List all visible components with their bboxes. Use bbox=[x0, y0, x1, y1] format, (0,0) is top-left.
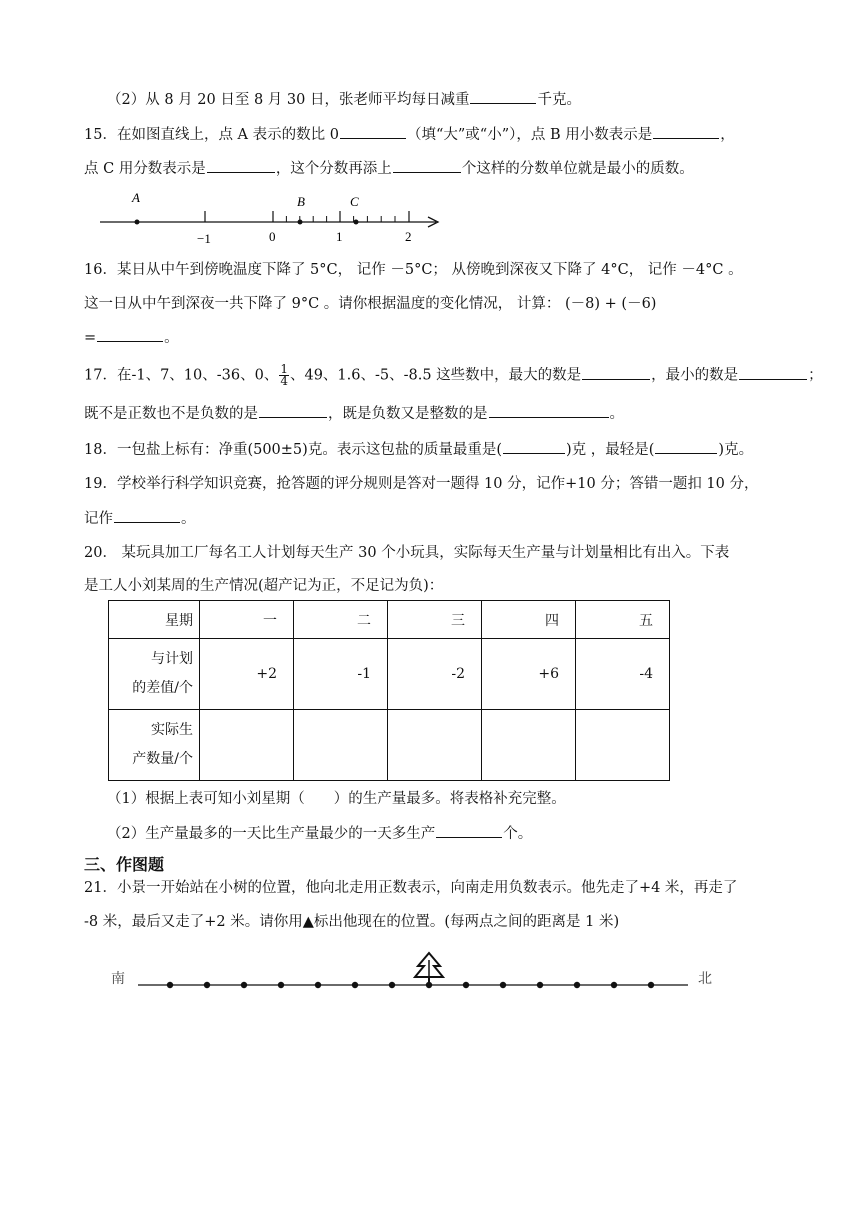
q16-line2: 这一日从中午到深夜一共下降了 9°C 。请你根据温度的变化情况， 计算： (－8) + (－6) bbox=[84, 296, 657, 312]
q20-sub1: （1）根据上表可知小刘星期（ ）的生产量最多。将表格补充完整。 bbox=[107, 791, 566, 807]
q15-line1: 15．在如图直线上，点 A 表示的数比 0 （填“大”或“小”），点 B 用小数表示是 ， bbox=[84, 124, 735, 145]
table-row-diff bbox=[109, 639, 670, 710]
table-cell-label: 星期 bbox=[109, 601, 200, 639]
table-cell-diff: -2 bbox=[388, 639, 482, 710]
answer-blank[interactable] bbox=[207, 158, 275, 173]
q17-line2: 既不是正数也不是负数的是 ，既是负数又是整数的是 。 bbox=[84, 403, 624, 424]
section-heading: 三、作图题 bbox=[84, 855, 165, 874]
answer-blank[interactable] bbox=[470, 89, 536, 104]
direction-line bbox=[111, 953, 712, 988]
answer-blank[interactable] bbox=[393, 158, 461, 173]
table-cell-day: 四 bbox=[482, 601, 576, 639]
point-label-c: C bbox=[350, 194, 359, 209]
table-cell-actual-blank[interactable] bbox=[388, 710, 482, 781]
q19-line2: 记作 。 bbox=[84, 508, 196, 529]
q17-line1: 17．在-1、7、10、-36、0、 $\frac{1}{4}$ 、49、1.6、-5、-8.5 这些数中，最大的数是 ，最小的数是 ； bbox=[84, 362, 823, 388]
point-a bbox=[135, 220, 140, 225]
minor-ticks bbox=[286, 216, 395, 222]
answer-blank[interactable] bbox=[97, 327, 163, 342]
number-line-arrow bbox=[428, 217, 438, 227]
q14-part2: （2）从 8 月 20 日至 8 月 30 日，张老师平均每日减重 千克。 bbox=[107, 89, 581, 110]
fraction-one-quarter: $\frac{1}{4}$ bbox=[280, 362, 288, 388]
table-cell-diff: +2 bbox=[200, 639, 294, 710]
q19-line1: 19．学校举行科学知识竞赛，抢答题的评分规则是答对一题得 10 分，记作+10 分；答错一题扣 10 分， bbox=[84, 476, 759, 492]
point-label-a: A bbox=[132, 190, 140, 205]
table-cell-day: 五 bbox=[576, 601, 670, 639]
table-cell-day: 一 bbox=[200, 601, 294, 639]
answer-blank[interactable] bbox=[114, 508, 180, 523]
answer-blank[interactable] bbox=[489, 403, 609, 418]
tick-label-0: 0 bbox=[269, 229, 276, 244]
point-label-b: B bbox=[297, 194, 305, 209]
answer-blank[interactable] bbox=[436, 823, 502, 838]
table-row-header bbox=[109, 601, 670, 639]
table-cell-diff: -4 bbox=[576, 639, 670, 710]
answer-blank[interactable] bbox=[503, 439, 565, 454]
q15-line2: 点 C 用分数表示是 ，这个分数再添上 个这样的分数单位就是最小的质数。 bbox=[84, 158, 694, 179]
number-line bbox=[100, 190, 438, 246]
q20-line2: 是工人小刘某周的生产情况(超产记为正，不足记为负)： bbox=[84, 578, 444, 594]
table-cell-actual-blank[interactable] bbox=[482, 710, 576, 781]
tick-label-1: 1 bbox=[336, 229, 343, 244]
south-label: 南 bbox=[111, 971, 125, 987]
q20-sub2: （2）生产量最多的一天比生产量最少的一天多生产 个。 bbox=[107, 823, 532, 844]
tick-label-2: 2 bbox=[405, 229, 412, 244]
table-cell-actual-blank[interactable] bbox=[200, 710, 294, 781]
tree-icon bbox=[415, 953, 443, 983]
answer-blank[interactable] bbox=[340, 124, 406, 139]
table-cell-day: 三 bbox=[388, 601, 482, 639]
point-c bbox=[354, 220, 359, 225]
answer-blank[interactable] bbox=[259, 403, 327, 418]
q18-line: 18．一包盐上标有：净重(500±5)克。表示这包盐的质量最重是( )克 ，最轻是( )克。 bbox=[84, 439, 753, 460]
table-cell-diff: +6 bbox=[482, 639, 576, 710]
table-cell-diff: -1 bbox=[294, 639, 388, 710]
north-label: 北 bbox=[698, 971, 712, 987]
answer-blank[interactable] bbox=[655, 439, 717, 454]
point-b bbox=[298, 220, 303, 225]
answer-blank[interactable] bbox=[739, 365, 807, 380]
q21-line2: -8 米，最后又走了+2 米。请你用▲标出他现在的位置。(每两点之间的距离是 1 米) bbox=[84, 914, 620, 930]
table-cell-actual-blank[interactable] bbox=[294, 710, 388, 781]
distance-dots bbox=[167, 982, 654, 988]
q16-line3: = 。 bbox=[84, 327, 179, 348]
production-table bbox=[108, 600, 670, 781]
q21-line1: 21．小景一开始站在小树的位置，他向北走用正数表示，向南走用负数表示。他先走了+4 米，再走了 bbox=[84, 880, 738, 896]
table-cell-actual-blank[interactable] bbox=[576, 710, 670, 781]
table-cell-day: 二 bbox=[294, 601, 388, 639]
table-cell-label: 与计划 的差值/个 bbox=[109, 639, 200, 710]
answer-blank[interactable] bbox=[653, 124, 719, 139]
q20-line1: 20． 某玩具加工厂每名工人计划每天生产 30 个小玩具，实际每天生产量与计划量相比有出入。下表 bbox=[84, 545, 730, 561]
table-row-actual bbox=[109, 710, 670, 781]
table-cell-label: 实际生 产数量/个 bbox=[109, 710, 200, 781]
tick-label-minus-1: −1 bbox=[197, 231, 211, 246]
answer-blank[interactable] bbox=[582, 365, 650, 380]
q16-line1: 16．某日从中午到傍晚温度下降了 5°C， 记作 －5°C； 从傍晚到深夜又下降了 4°C， 记作 －4°C 。 bbox=[84, 262, 743, 278]
